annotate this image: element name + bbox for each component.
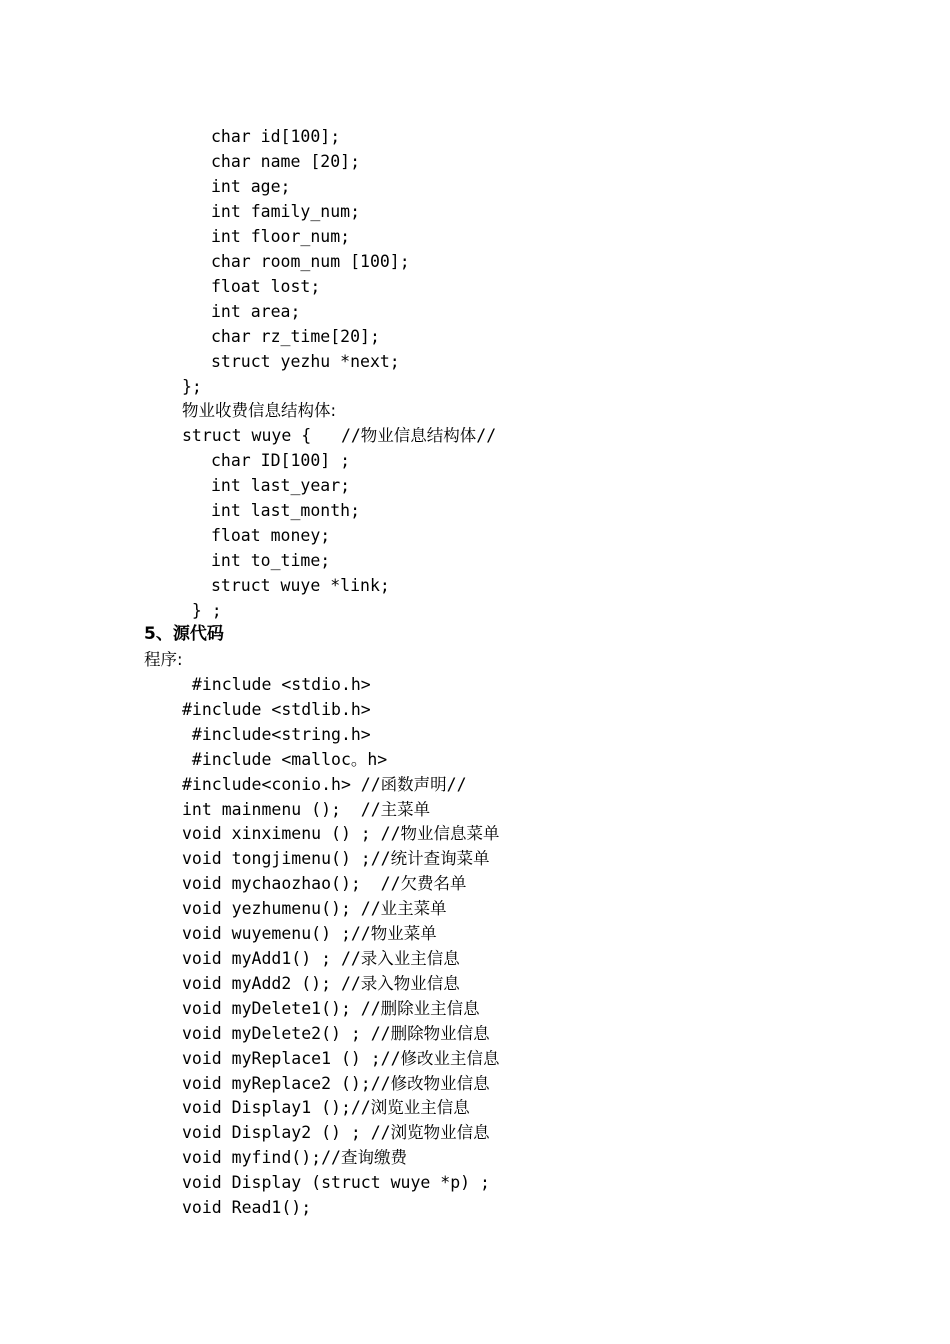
code-line: void Display (struct wuye *p) ; [182,1173,490,1192]
code-line: char room_num [100]; [211,252,410,271]
code-line: float lost; [211,277,321,296]
code-line: char id[100]; [211,127,341,146]
code-line: struct wuye *link; [211,576,390,595]
code-line: void myDelete1(); //删除业主信息 [182,999,480,1018]
code-line: char rz_time[20]; [211,327,380,346]
code-line: #include <stdlib.h> [182,700,371,719]
code-line: void myDelete2() ; //删除物业信息 [182,1024,490,1043]
code-line: void Read1(); [182,1198,312,1217]
code-line: int last_year; [211,476,351,495]
code-line: #include<conio.h> //函数声明// [182,775,467,794]
code-line: void myfind();//查询缴费 [182,1148,407,1167]
code-line: struct yezhu *next; [211,352,400,371]
code-line: void myAdd1() ; //录入业主信息 [182,949,460,968]
wuye-struct-caption: 物业收费信息结构体: [182,401,337,420]
program-label: 程序: [144,650,183,669]
code-line: char name [20]; [211,152,361,171]
code-line: void mychaozhao(); //欠费名单 [182,874,467,893]
code-line: int family_num; [211,202,361,221]
section-heading: 5、源代码 [144,624,224,644]
code-line: int age; [211,177,291,196]
code-line: void wuyemenu() ;//物业菜单 [182,924,437,943]
code-line: struct wuye { //物业信息结构体// [182,426,497,445]
code-line: void Display1 ();//浏览业主信息 [182,1098,470,1117]
code-line: void myReplace1 () ;//修改业主信息 [182,1049,500,1068]
code-line: int floor_num; [211,227,351,246]
code-line: }; [182,377,202,396]
code-line: void myReplace2 ();//修改物业信息 [182,1074,490,1093]
code-line: int last_month; [211,501,361,520]
code-line: void yezhumenu(); //业主菜单 [182,899,447,918]
code-line: void xinximenu () ; //物业信息菜单 [182,824,500,843]
code-line: #include <stdio.h> [182,675,371,694]
code-line: void Display2 () ; //浏览物业信息 [182,1123,490,1142]
code-line: int mainmenu (); //主菜单 [182,800,431,819]
code-line: #include<string.h> [182,725,371,744]
code-line: char ID[100] ; [211,451,351,470]
code-line: void tongjimenu() ;//统计查询菜单 [182,849,490,868]
code-line: void myAdd2 (); //录入物业信息 [182,974,460,993]
code-line: int area; [211,302,301,321]
code-line: float money; [211,526,331,545]
code-line: int to_time; [211,551,331,570]
code-line: #include <malloc。h> [182,750,388,769]
code-line: } ; [182,601,222,620]
